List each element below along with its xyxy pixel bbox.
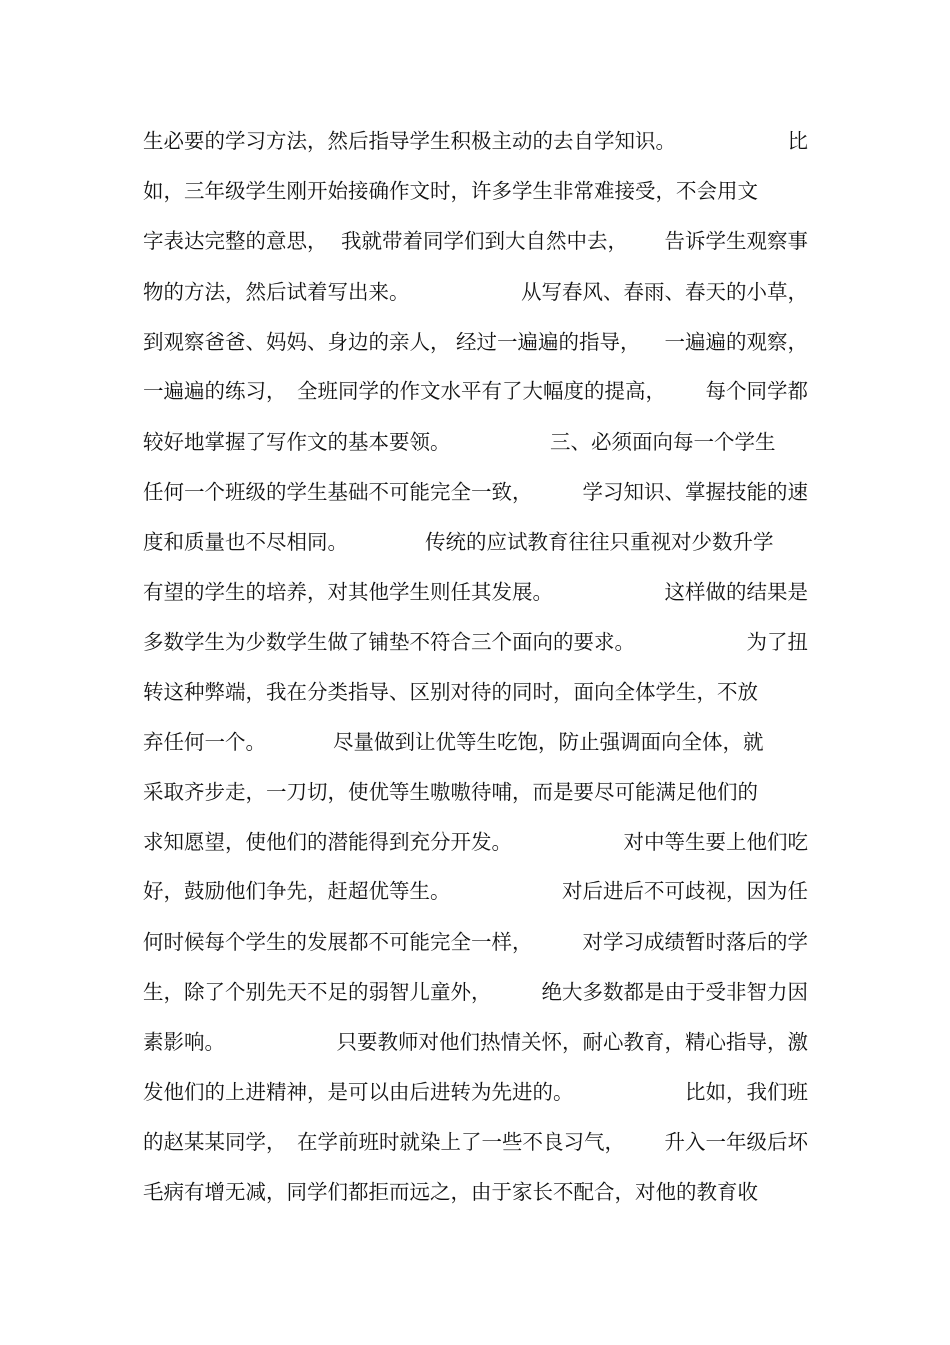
text-line bbox=[143, 226, 808, 256]
text-line bbox=[143, 777, 808, 807]
text-segment: 经过一遍遍的指导， bbox=[456, 330, 641, 354]
text-line bbox=[143, 527, 808, 557]
text-line bbox=[143, 1027, 808, 1057]
text-segment: 求知愿望，使他们的潜能得到充分开发。 bbox=[143, 830, 512, 854]
text-line bbox=[143, 277, 808, 307]
text-segment: 每个同学都 bbox=[705, 379, 808, 403]
text-segment: 传统的应试教育往往只重视对少数升学 bbox=[425, 530, 774, 554]
text-line bbox=[143, 977, 808, 1007]
text-segment: 三、必须面向每一个学生 bbox=[550, 430, 776, 454]
text-line bbox=[143, 1077, 808, 1107]
text-segment: 只要教师对他们热情关怀，耐心教育，精心指导，激 bbox=[336, 1030, 808, 1054]
text-line bbox=[143, 126, 808, 156]
text-line bbox=[143, 1127, 808, 1157]
text-segment: 有望的学生的培养，对其他学生则任其发展。 bbox=[143, 580, 553, 604]
text-segment: 任何一个班级的学生基础不可能完全一致， bbox=[143, 480, 533, 504]
text-line bbox=[143, 876, 808, 906]
text-segment: 尽量做到让优等生吃饱，防止强调面向全体，就 bbox=[333, 730, 764, 754]
text-segment: 如，三年级学生刚开始接确作文时，许多学生非常难接受，不会用文 bbox=[143, 179, 758, 203]
text-segment: 较好地掌握了写作文的基本要领。 bbox=[143, 430, 451, 454]
text-segment: 采取齐步走，一刀切，使优等生嗷嗷待哺，而是要尽可能满足他们的 bbox=[143, 780, 758, 804]
text-segment: 告诉学生观察事 bbox=[664, 229, 808, 253]
text-segment: 从写春风、春雨、春天的小草， bbox=[521, 280, 808, 304]
text-line bbox=[143, 927, 808, 957]
text-segment: 这样做的结果是 bbox=[664, 580, 808, 604]
text-segment: 发他们的上进精神，是可以由后进转为先进的。 bbox=[143, 1080, 574, 1104]
text-segment: 毛病有增无减，同学们都拒而远之，由于家长不配合，对他的教育收 bbox=[143, 1180, 758, 1204]
text-segment: 素影响。 bbox=[143, 1030, 225, 1054]
text-segment: 为了扭 bbox=[746, 630, 808, 654]
text-line bbox=[143, 477, 808, 507]
text-line bbox=[143, 727, 808, 757]
text-line bbox=[143, 327, 808, 357]
text-segment: 对学习成绩暂时落后的学 bbox=[582, 930, 808, 954]
text-segment: 一遍遍的练习， bbox=[143, 379, 287, 403]
text-segment: 度和质量也不尽相同。 bbox=[143, 530, 348, 554]
text-line bbox=[143, 827, 808, 857]
text-line bbox=[143, 176, 808, 206]
text-segment: 全班同学的作文水平有了大幅度的提高， bbox=[297, 379, 666, 403]
text-segment: 比 bbox=[787, 129, 808, 153]
text-line bbox=[143, 1177, 808, 1207]
text-segment: 到观察爸爸、妈妈、身边的亲人， bbox=[143, 330, 451, 354]
text-line bbox=[143, 627, 808, 657]
text-segment: 绝大多数都是由于受非智力因 bbox=[541, 980, 808, 1004]
text-segment: 好，鼓励他们争先，赶超优等生。 bbox=[143, 879, 451, 903]
text-segment: 弃任何一个。 bbox=[143, 730, 266, 754]
text-line bbox=[143, 376, 808, 406]
text-segment: 我就带着同学们到大自然中去， bbox=[341, 229, 628, 253]
text-segment: 生，除了个别先天不足的弱智儿童外， bbox=[143, 980, 492, 1004]
text-line bbox=[143, 427, 808, 457]
text-line bbox=[143, 677, 808, 707]
text-segment: 何时候每个学生的发展都不可能完全一样， bbox=[143, 930, 533, 954]
text-segment: 学习知识、掌握技能的速 bbox=[582, 480, 808, 504]
text-segment: 在学前班时就染上了一些不良习气， bbox=[297, 1130, 625, 1154]
text-segment: 多数学生为少数学生做了铺垫不符合三个面向的要求。 bbox=[143, 630, 635, 654]
text-segment: 的赵某某同学， bbox=[143, 1130, 287, 1154]
text-segment: 生必要的学习方法，然后指导学生积极主动的去自学知识。 bbox=[143, 129, 676, 153]
text-segment: 对后进后不可歧视，因为任 bbox=[562, 879, 808, 903]
text-line bbox=[143, 577, 808, 607]
text-segment: 物的方法，然后试着写出来。 bbox=[143, 280, 410, 304]
text-segment: 字表达完整的意思， bbox=[143, 229, 328, 253]
text-segment: 升入一年级后坏 bbox=[664, 1130, 808, 1154]
text-segment: 对中等生要上他们吃 bbox=[623, 830, 808, 854]
text-segment: 转这种弊端，我在分类指导、区别对待的同时，面向全体学生，不放 bbox=[143, 680, 758, 704]
text-segment: 比如，我们班 bbox=[685, 1080, 808, 1104]
text-segment: 一遍遍的观察， bbox=[664, 330, 808, 354]
